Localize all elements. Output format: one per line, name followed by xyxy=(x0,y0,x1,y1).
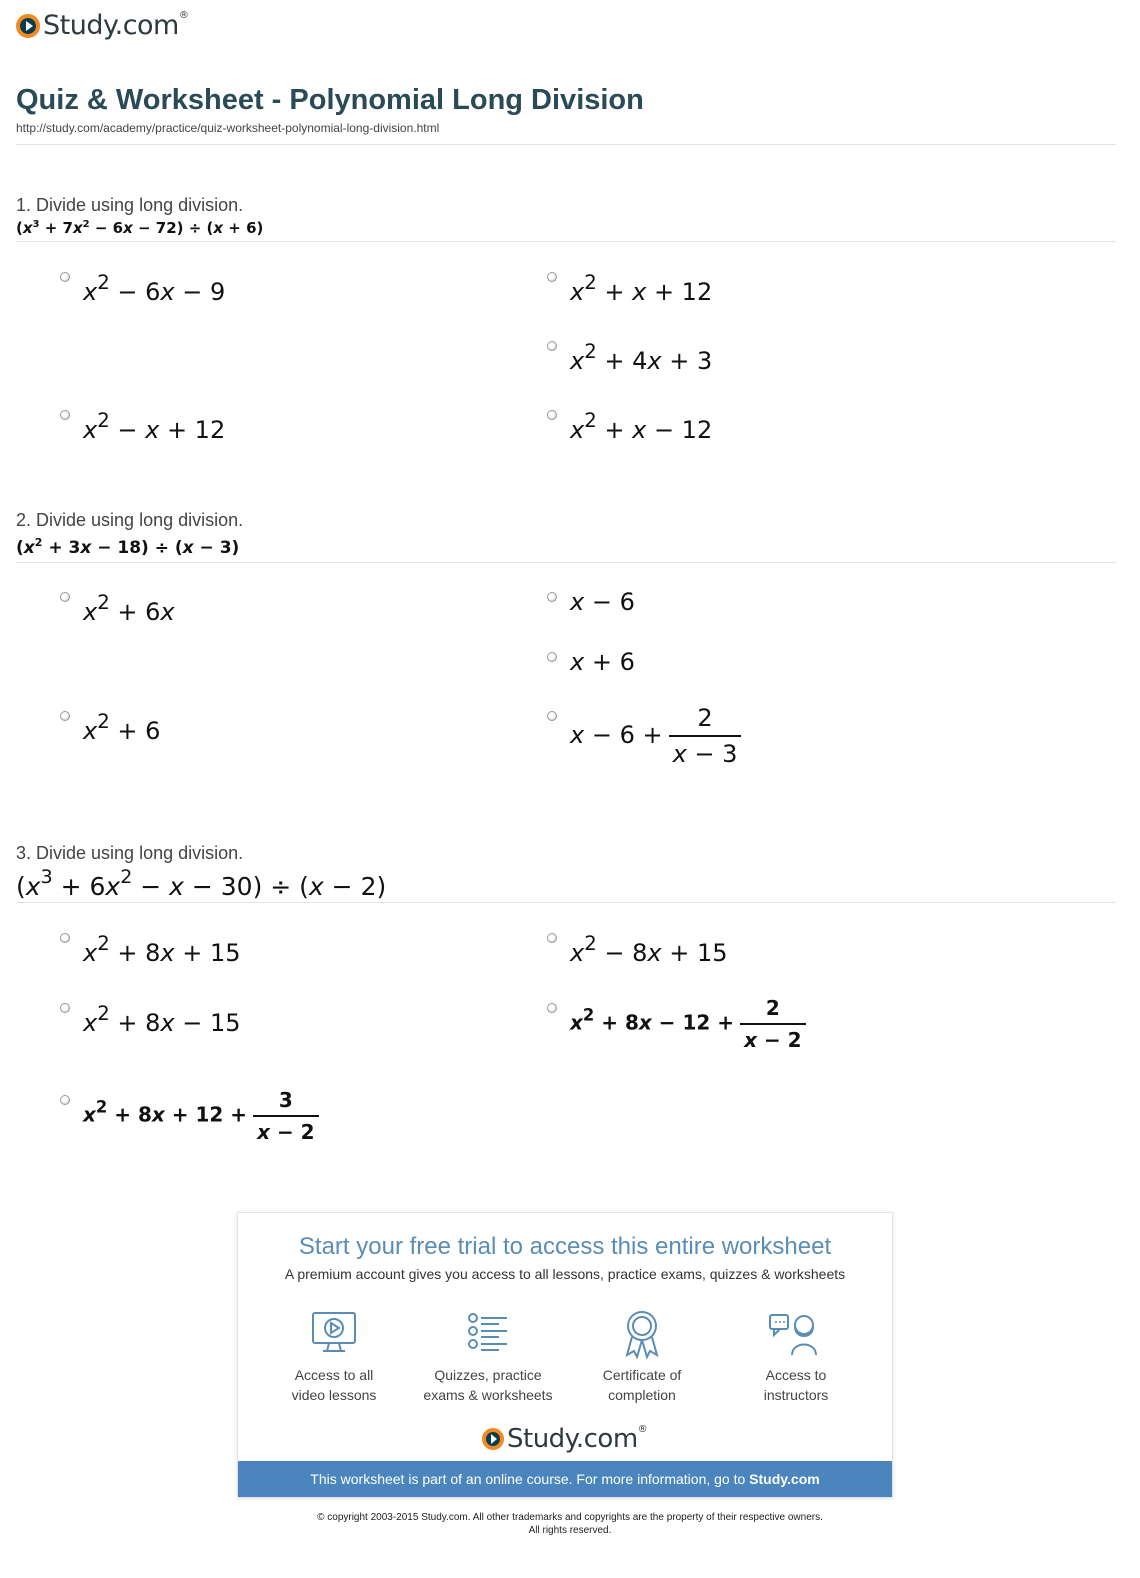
q1-option-1[interactable] xyxy=(60,268,225,306)
q3-option-2[interactable] xyxy=(547,929,727,967)
radio-button[interactable] xyxy=(547,410,557,420)
page-url: http://study.com/academy/practice/quiz-worksheet-polynomial-long-division.html xyxy=(16,121,440,135)
question-3-expression: $(x^3 + 6x^2 - x - 30) \div (x - 2)$ xyxy=(16,866,387,901)
feature-label: Access to xyxy=(765,1367,827,1383)
q1-option-3[interactable] xyxy=(547,337,712,375)
radio-button[interactable] xyxy=(60,410,70,420)
play-circle-logo-icon xyxy=(482,1428,504,1450)
feature-quizzes xyxy=(413,1309,563,1405)
radio-button[interactable] xyxy=(60,1095,70,1105)
feature-label: Certificate of xyxy=(602,1367,682,1383)
radio-button[interactable] xyxy=(60,933,70,943)
feature-video-lessons xyxy=(259,1309,409,1405)
q2-option-2[interactable] xyxy=(547,588,635,616)
page-title: Quiz & Worksheet - Polynomial Long Division xyxy=(16,84,644,116)
feature-label: video lessons xyxy=(291,1387,377,1403)
option-math: $x^2 - 6x - 9$ xyxy=(83,271,226,306)
radio-button[interactable] xyxy=(60,272,70,282)
promo-study-com-logo[interactable] xyxy=(482,1424,647,1454)
option-math: x + 6 xyxy=(570,648,635,676)
option-math: $x^2 + 8x - 15$ xyxy=(83,1002,241,1037)
promo-subtext: A premium account gives you access to all lessons, practice exams, quizzes & worksheets xyxy=(284,1266,846,1282)
promo-info-bar xyxy=(238,1461,892,1497)
radio-button[interactable] xyxy=(547,272,557,282)
option-math: $x^2 - x + 12$ xyxy=(83,409,226,444)
study-com-link[interactable]: Study.com xyxy=(749,1471,820,1487)
option-math: $x^2 + 6$ xyxy=(83,710,161,745)
study-com-logo[interactable] xyxy=(16,10,188,41)
feature-label: Quizzes, practice xyxy=(434,1367,542,1383)
q1-option-2[interactable] xyxy=(547,268,712,306)
radio-button[interactable] xyxy=(60,711,70,721)
copyright-line: © copyright 2003-2015 Study.com. All other trademarks and copyrights are the property of their respective owners. xyxy=(317,1512,823,1523)
option-math: x − 6 + $\frac{2}{x - 3}$ xyxy=(570,704,741,768)
feature-instructors xyxy=(721,1309,871,1405)
q2-option-4[interactable] xyxy=(60,707,160,745)
radio-button[interactable] xyxy=(547,341,557,351)
divider xyxy=(16,241,1116,242)
video-monitor-icon xyxy=(309,1309,359,1359)
feature-certificate xyxy=(567,1309,717,1405)
copyright-notice xyxy=(0,1511,1140,1537)
feature-label: exams & worksheets xyxy=(423,1387,553,1403)
q2-option-5[interactable] xyxy=(547,704,741,768)
radio-button[interactable] xyxy=(60,1003,70,1013)
instructor-chat-icon xyxy=(766,1309,826,1359)
option-math: x − 6 xyxy=(570,588,635,616)
copyright-line: All rights reserved. xyxy=(528,1525,612,1536)
q2-option-3[interactable] xyxy=(547,648,635,676)
q1-option-5[interactable] xyxy=(547,406,712,444)
q3-option-1[interactable] xyxy=(60,929,240,967)
play-circle-logo-icon xyxy=(16,14,40,38)
feature-label: completion xyxy=(608,1387,676,1403)
question-3-title: 3. Divide using long division. xyxy=(16,843,244,863)
promo-headline[interactable]: Start your free trial to access this entire worksheet xyxy=(298,1233,832,1260)
checklist-icon xyxy=(463,1309,513,1359)
q3-option-3[interactable] xyxy=(60,999,240,1037)
option-math: $x^2 + x + 12$ xyxy=(570,271,713,306)
feature-label: Access to all xyxy=(294,1367,374,1383)
option-math: $x^2 + 4x + 3$ xyxy=(570,340,713,375)
divider xyxy=(16,144,1116,145)
radio-button[interactable] xyxy=(60,592,70,602)
certificate-ribbon-icon xyxy=(617,1309,667,1359)
q3-option-4[interactable] xyxy=(547,996,806,1052)
question-2-title: 2. Divide using long division. xyxy=(16,510,244,530)
question-2-expression: $(x^2 + 3x - 18) \div (x - 3)$ xyxy=(16,536,240,558)
radio-button[interactable] xyxy=(547,711,557,721)
free-trial-promo xyxy=(237,1212,893,1498)
question-1-title: 1. Divide using long division. xyxy=(16,195,244,215)
radio-button[interactable] xyxy=(547,652,557,662)
question-1-expression: $(x^3 + 7x^2 - 6x - 72) \div (x + 6)$ xyxy=(16,219,264,237)
option-math: $x^2 + 6x$ xyxy=(83,591,175,626)
divider xyxy=(16,562,1116,563)
promo-bar-text: This worksheet is part of an online course. For more information, go to xyxy=(310,1471,746,1487)
radio-button[interactable] xyxy=(547,1003,557,1013)
option-math: $x^2 + 8x - 12$ + $\frac{2}{x - 2}$ xyxy=(570,996,806,1052)
option-math: $x^2 + 8x + 15$ xyxy=(83,932,241,967)
option-math: $x^2 - 8x + 15$ xyxy=(570,932,728,967)
logo-wordmark: Study.com® xyxy=(43,10,189,41)
radio-button[interactable] xyxy=(547,592,557,602)
q2-option-1[interactable] xyxy=(60,588,175,626)
q3-option-5[interactable] xyxy=(60,1088,319,1144)
option-math: $x^2 + 8x + 12$ + $\frac{3}{x - 2}$ xyxy=(83,1088,319,1144)
q1-option-4[interactable] xyxy=(60,406,225,444)
option-math: $x^2 + x - 12$ xyxy=(570,409,713,444)
divider xyxy=(16,902,1116,903)
feature-label: instructors xyxy=(763,1387,829,1403)
logo-wordmark: Study.com® xyxy=(507,1424,648,1454)
radio-button[interactable] xyxy=(547,933,557,943)
